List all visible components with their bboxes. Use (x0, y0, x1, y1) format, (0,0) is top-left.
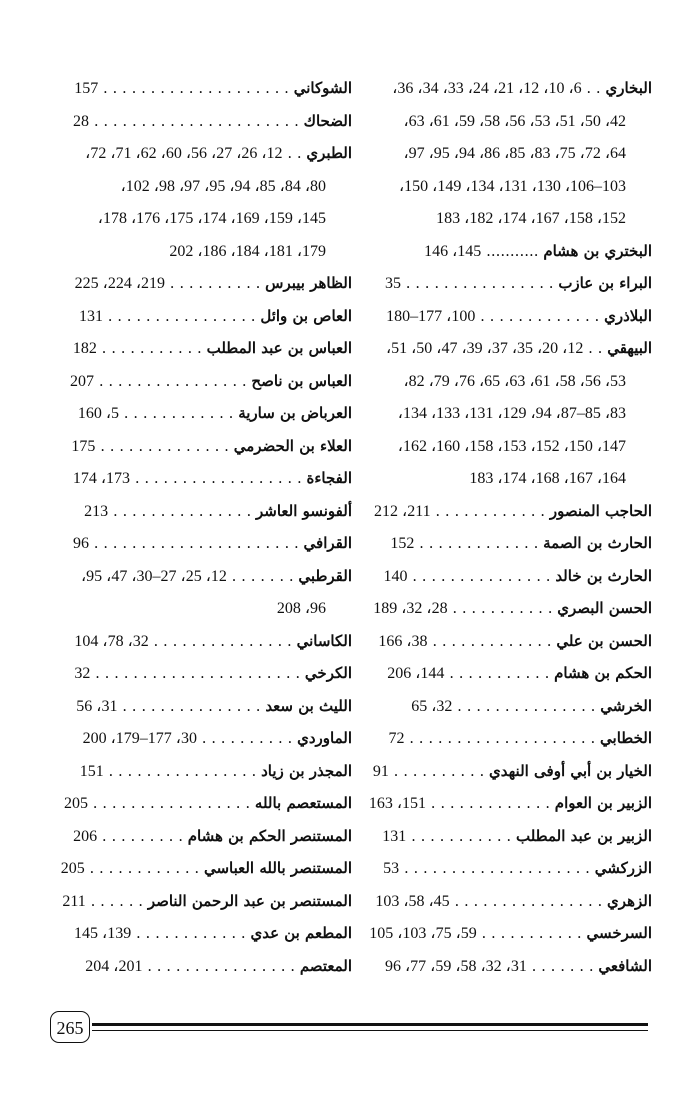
entry-leader-dots: . . . . . . . . . (101, 826, 183, 845)
entry-pages: 80، 84، 85، 94، 95، 97، 98، 102، (120, 177, 326, 195)
entry-name: المستنصر بن عبد الرحمن الناصر (147, 891, 352, 910)
entry-name: الزبير بن العوام (554, 794, 652, 812)
index-entry (366, 527, 652, 560)
index-entry (366, 787, 652, 820)
entry-leader-dots: . . . . . . . . . . . . (89, 859, 200, 877)
index-entry (366, 235, 652, 268)
index-entry-continuation (366, 105, 652, 138)
entry-name: القرطبي (298, 566, 352, 585)
entry-pages: 12، 20، 35، 37، 39، 47، 50، 51، (385, 340, 584, 357)
index-entry (366, 885, 652, 918)
entry-leader-dots: . . . . . . . (531, 956, 594, 975)
entry-leader-dots: . . . . . . . . . . . . . (430, 794, 550, 812)
index-entry (366, 592, 652, 625)
entry-name: الزهري (607, 891, 652, 910)
entry-pages: 32، 65 (411, 697, 453, 715)
entry-pages: 100، 177–180 (386, 307, 476, 325)
entry-name: الزبير بن عبد المطلب (515, 826, 652, 845)
entry-pages: 103–106، 130، 131، 134، 149، 150، (398, 177, 626, 195)
entry-name: البخاري (605, 79, 652, 97)
entry-leader-dots: ........... (486, 241, 539, 260)
entry-name: الحسن البصري (557, 599, 652, 617)
entry-name: الحارث بن خالد (555, 566, 652, 585)
index-entry (66, 917, 352, 950)
index-entry-continuation (66, 235, 352, 268)
entry-name: الكرخي (304, 664, 352, 682)
index-entry (66, 722, 352, 755)
entry-pages: 35 (384, 275, 401, 292)
entry-leader-dots: . . . . . . . . . . . (449, 664, 550, 682)
entry-name: الزركشي (594, 859, 652, 877)
entry-pages: 59، 75، 103، 105 (369, 925, 477, 942)
entry-leader-dots: . . . . . . . . . . (169, 274, 261, 292)
entry-leader-dots: . . . . . . . . . . . . . . . . (98, 371, 247, 390)
entry-pages: 53 (383, 860, 400, 877)
entry-pages: 38، 166 (378, 632, 428, 650)
entry-leader-dots: . . . . . . . . . . . . . . . (412, 566, 551, 585)
entry-name: الخطابي (600, 729, 652, 747)
entry-name: الكاساني (296, 631, 352, 650)
entry-name: الماوردي (297, 729, 352, 747)
entry-leader-dots: . . (588, 339, 603, 357)
entry-pages: 28، 32، 189 (373, 600, 448, 617)
entry-name: البراء بن عازب (558, 274, 652, 292)
entry-pages: 53، 56، 58، 61، 63، 65، 76، 79، 82، (403, 372, 626, 390)
entry-pages: 31، 32، 58، 59، 77، 96 (384, 957, 527, 975)
index-entry (66, 300, 352, 333)
entry-leader-dots: . . . . . . . . . . . . . (432, 631, 552, 650)
entry-leader-dots: . . . . . . . . . . . . . . . . (147, 956, 296, 975)
entry-pages: 205 (63, 795, 88, 812)
entry-leader-dots: . . . . . . . . . . . (481, 924, 582, 942)
entry-name: الطبري (306, 144, 352, 162)
index-entry (66, 267, 352, 300)
entry-pages: 206 (73, 827, 98, 845)
entry-pages: 12، 26، 27، 56، 60، 62، 71، 72، (85, 145, 283, 162)
entry-name: الحكم بن هشام (554, 664, 652, 682)
index-entry (63, 787, 352, 820)
entry-name: الشوكاني (293, 79, 352, 97)
entry-leader-dots: . . . . . . . (231, 566, 294, 585)
entry-pages: 179، 181، 184، 186، 202 (169, 242, 326, 260)
entry-pages: 31، 56 (76, 697, 118, 715)
entry-pages: 213 (84, 502, 109, 520)
entry-pages: 145، 146 (424, 242, 482, 260)
index-entry (366, 560, 652, 593)
index-entry (66, 820, 352, 853)
entry-pages: 182 (72, 340, 97, 357)
entry-name: العرباض بن سارية (238, 404, 352, 422)
page-number: 265 (50, 1011, 90, 1043)
entry-leader-dots: . . (287, 144, 302, 162)
entry-pages: 6، 10، 12، 21، 24، 33، 34، 36، (392, 80, 582, 97)
index-entry (366, 300, 652, 333)
entry-name: البلاذري (604, 306, 652, 325)
index-entry (66, 625, 352, 658)
entry-leader-dots: . . . . . . . . . . (201, 729, 293, 747)
index-entry (66, 690, 352, 723)
index-entry-continuation (366, 170, 652, 203)
entry-pages: 28 (73, 112, 90, 130)
entry-name: المستنصر الحكم بن هشام (187, 826, 352, 845)
index-entry-continuation (366, 462, 652, 495)
entry-name: العاص بن وائل (260, 306, 352, 325)
entry-name: الحاجب المنصور (549, 501, 652, 520)
entry-leader-dots: . . . . . . . . . . . . . . . . (107, 306, 256, 325)
entry-leader-dots: . . . . . . . . . . . . . . . (457, 696, 596, 715)
entry-leader-dots: . . . . . . . . . . . . . . . . (454, 891, 603, 910)
entry-pages: 96، 208 (276, 600, 326, 617)
entry-leader-dots: . . . . . . . . . . . . . . . . . . . . . . (93, 111, 299, 130)
entry-leader-dots: . . . . . . . . . . . . (435, 501, 546, 520)
entry-name: الظاهر بيبرس (265, 274, 352, 292)
index-entry-continuation (66, 592, 352, 625)
entry-name: المجذر بن زياد (261, 761, 352, 780)
entry-pages: 45، 58، 103 (375, 892, 450, 910)
entry-pages: 145، 159، 169، 174، 175، 176، 178، (97, 210, 326, 227)
entry-pages: 140 (383, 567, 408, 585)
entry-pages: 164، 167، 168، 174، 183 (469, 470, 626, 487)
entry-pages: 151، 163 (368, 795, 427, 812)
entry-leader-dots: . . . . . . . . . . . (411, 826, 512, 845)
index-entry (366, 852, 652, 885)
index-entry (66, 105, 352, 138)
entry-leader-dots: . . . . . . . . . . . . . . . (112, 501, 252, 520)
entry-leader-dots: . . . . . . . . . . . . . . . . . . . . (102, 79, 289, 97)
index-entry-continuation (66, 170, 352, 203)
entry-pages: 205 (60, 860, 85, 877)
entry-leader-dots: . . . . . . . . . . . . . . (100, 436, 229, 455)
entry-name: العباس بن ناصح (251, 371, 352, 390)
entry-pages: 5، 160 (77, 405, 119, 422)
entry-leader-dots: . . . . . . . . . . . . . . . . (405, 274, 554, 292)
entry-name: الحارث بن الصمة (543, 534, 652, 552)
index-entry (66, 527, 352, 560)
entry-name: الخيار بن أبي أوفى النهدي (489, 761, 652, 780)
entry-pages: 96 (72, 535, 89, 552)
footer-rule-thick (92, 1023, 648, 1026)
index-entry-continuation (366, 397, 652, 430)
entry-leader-dots: . . . . . . . . . . . (452, 599, 553, 617)
entry-name: القرافي (303, 534, 352, 552)
entry-leader-dots: . . . . . . . . . . . . . . . . . . . . (403, 859, 590, 877)
entry-leader-dots: . . . . . . . . . . . . . . . . . . . . (409, 729, 596, 747)
index-entry (366, 72, 652, 105)
index-entry (366, 657, 652, 690)
entry-leader-dots: . . (586, 79, 601, 97)
entry-pages: 12، 25، 27–30، 47، 95، (81, 567, 227, 585)
entry-name: البيهقي (607, 339, 652, 357)
entry-name: الشافعي (598, 956, 652, 975)
entry-pages: 219، 224، 225 (74, 275, 165, 292)
entry-pages: 91 (372, 762, 389, 780)
entry-pages: 201، 204 (85, 957, 143, 975)
entry-leader-dots: . . . . . . . . . . . . . . . . (108, 761, 257, 780)
index-entry (366, 690, 652, 723)
entry-name: العلاء بن الحضرمي (233, 436, 352, 455)
entry-name: الخرشي (600, 696, 652, 715)
entry-name: السرخسي (586, 924, 652, 942)
index-entry (66, 332, 352, 365)
entry-pages: 131 (78, 307, 103, 325)
entry-name: الضحاك (303, 111, 352, 130)
entry-pages: 211، 212 (374, 502, 431, 520)
index-entry (366, 625, 652, 658)
entry-name: المستنصر بالله العباسي (203, 859, 352, 877)
index-entry (66, 755, 352, 788)
index-entry (366, 950, 652, 983)
entry-leader-dots: . . . . . . . . . . . . . (480, 306, 600, 325)
entry-leader-dots: . . . . . . . . . . . . (136, 924, 246, 942)
entry-pages: 152، 158، 167، 174، 182، 183 (436, 210, 626, 227)
entry-name: المطعم بن عدي (250, 924, 352, 942)
index-entry (366, 495, 652, 528)
index-entry (66, 950, 352, 983)
index-entry (66, 137, 352, 170)
entry-pages: 32، 78، 104 (74, 632, 149, 650)
entry-pages: 152 (390, 535, 415, 552)
entry-leader-dots: . . . . . . . . . . . . . . . (153, 631, 292, 650)
entry-name: المستعصم بالله (254, 794, 352, 812)
index-entry (66, 495, 352, 528)
index-entry (66, 560, 352, 593)
index-entry-continuation (366, 202, 652, 235)
entry-name: ألفونسو العاشر (256, 501, 352, 520)
entry-pages: 207 (70, 372, 95, 390)
index-entry (366, 917, 652, 950)
entry-leader-dots: . . . . . . . . . . . . . . . (122, 696, 261, 715)
entry-name: الحسن بن علي (556, 631, 652, 650)
entry-name: المعتصم (299, 956, 352, 975)
index-entry (366, 820, 652, 853)
index-entry (66, 657, 352, 690)
entry-name: البختري بن هشام (543, 241, 652, 260)
index-entry (66, 462, 352, 495)
entry-leader-dots: . . . . . . . . . . . . . . . . . . . . . . (95, 664, 301, 682)
entry-leader-dots: . . . . . . . . . . . . . . . . . (92, 794, 251, 812)
entry-leader-dots: . . . . . . (90, 891, 144, 910)
index-entry (66, 365, 352, 398)
index-entry (66, 72, 352, 105)
entry-pages: 144، 206 (387, 665, 445, 682)
entry-name: العباس بن عبد المطلب (206, 339, 352, 357)
entry-pages: 131 (382, 827, 407, 845)
index-entry (62, 885, 352, 918)
index-entry (60, 852, 352, 885)
entry-pages: 211 (62, 892, 86, 910)
entry-pages: 42، 50، 51، 53، 56، 58، 59، 61، 63، (403, 112, 626, 130)
entry-pages: 139، 145 (74, 925, 132, 942)
entry-pages: 32 (74, 665, 91, 682)
index-column-right (366, 72, 652, 982)
index-column-left (60, 72, 352, 982)
entry-leader-dots: . . . . . . . . . . . . . . . . . . . . . . (93, 534, 299, 552)
entry-pages: 147، 150، 152، 153، 158، 160، 162، (397, 437, 626, 455)
index-entry (66, 397, 352, 430)
entry-pages: 173، 174 (72, 470, 131, 487)
entry-name: الفجاءة (306, 469, 352, 487)
entry-pages: 157 (74, 80, 99, 97)
index-entry (366, 267, 652, 300)
entry-pages: 30، 177–179، 200 (82, 730, 197, 747)
index-entry-continuation (366, 365, 652, 398)
index-entry-continuation (366, 430, 652, 463)
index-entry (366, 722, 652, 755)
entry-leader-dots: . . . . . . . . . . . . . (419, 534, 539, 552)
index-entry-continuation (366, 137, 652, 170)
entry-pages: 64، 72، 75، 83، 85، 86، 94، 95، 97، (403, 145, 626, 162)
entry-leader-dots: . . . . . . . . . . (393, 761, 485, 780)
index-entry (66, 430, 352, 463)
entry-pages: 72 (388, 730, 405, 747)
entry-pages: 151 (79, 762, 104, 780)
entry-name: الليث بن سعد (265, 696, 352, 715)
entry-leader-dots: . . . . . . . . . . . . . . . . . . (134, 469, 302, 487)
entry-pages: 175 (71, 437, 96, 455)
footer-rule-thin (92, 1030, 648, 1031)
index-entry (366, 332, 652, 365)
index-entry (366, 755, 652, 788)
entry-leader-dots: . . . . . . . . . . . (101, 339, 202, 357)
entry-leader-dots: . . . . . . . . . . . . (123, 404, 234, 422)
index-entry-continuation (66, 202, 352, 235)
entry-pages: 83، 85–87، 94، 129، 131، 133، 134، (397, 405, 626, 422)
